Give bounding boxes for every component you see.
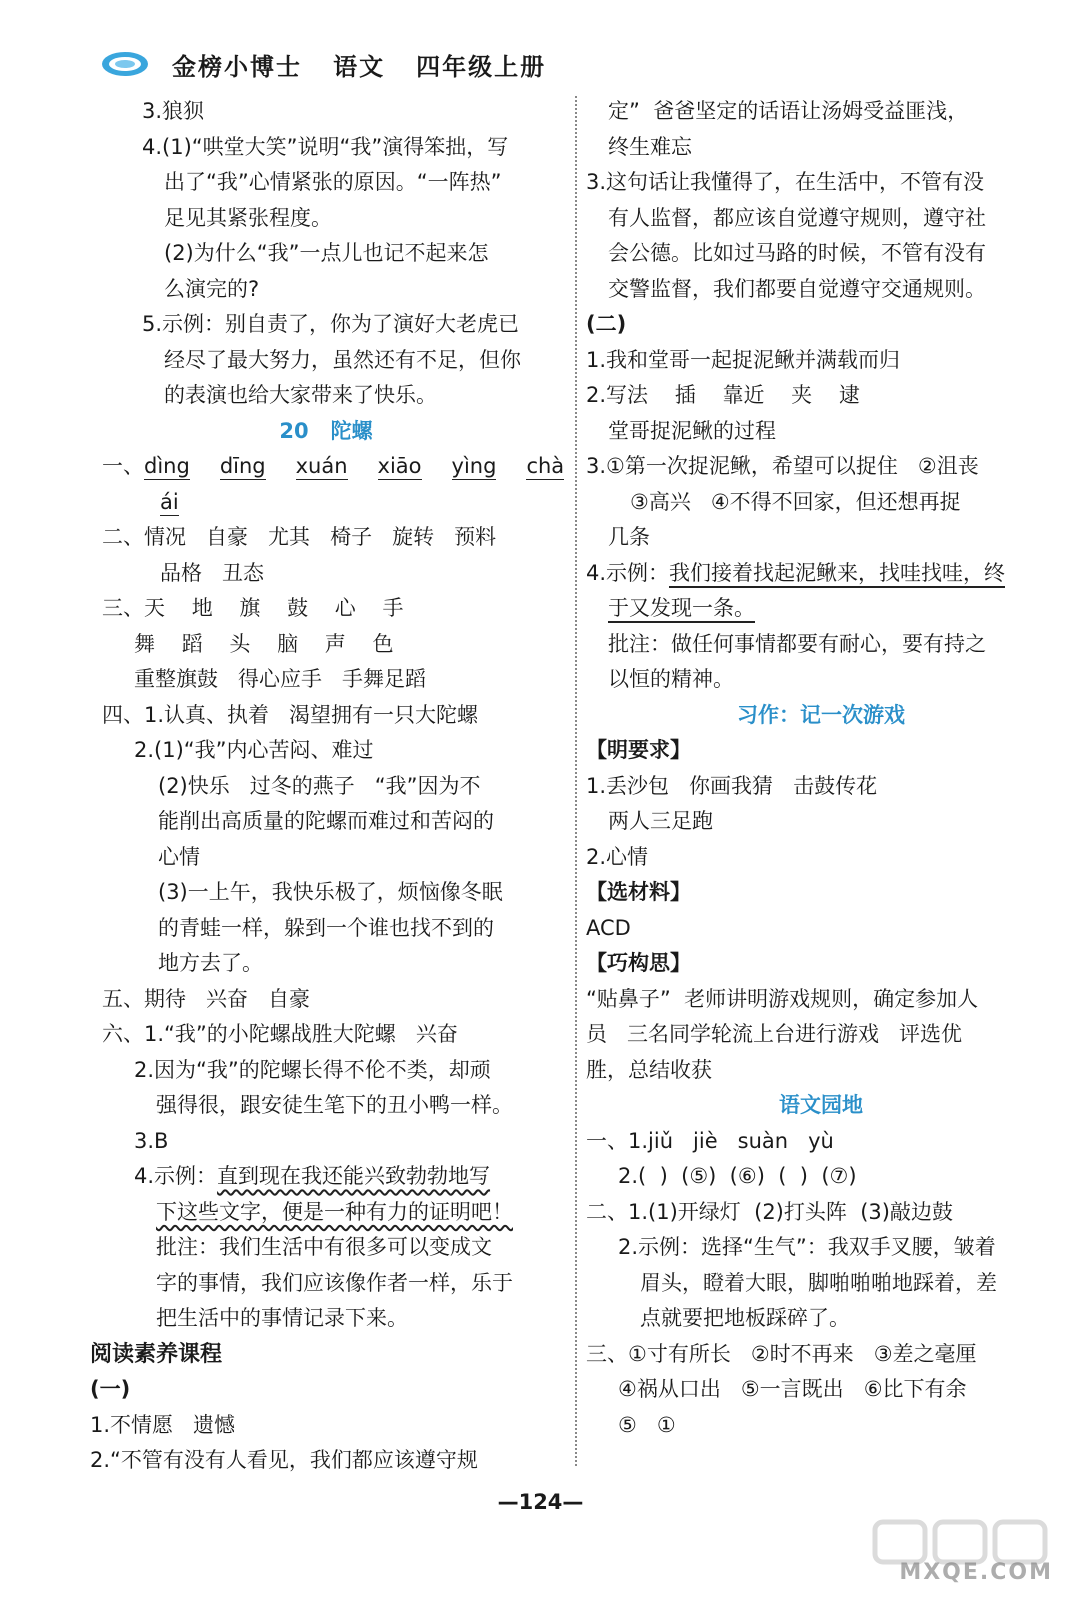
subsection-label: (一): [90, 1377, 131, 1401]
answer-line: ⑤ ①: [618, 1412, 676, 1437]
answer-line: (2)为什么“我”一点儿也记不起来怎: [164, 241, 489, 265]
answer-line: 二、情况 自豪 尤其 椅子 旋转 预料: [102, 525, 497, 549]
example-text: 我们接着找起泥鳅来，找哇找哇，终: [669, 561, 1005, 588]
answer-line: 4.(1)“哄堂大笑”说明“我”演得笨拙，写: [142, 134, 509, 159]
answer-line: 胜，总结收获: [586, 1057, 712, 1082]
answer-line: 2.写法 插 靠近 夹 逮: [586, 383, 860, 407]
example-text: 直到现在我还能兴致勃勃地写: [217, 1164, 491, 1188]
pinyin-answer: dìng: [144, 454, 190, 478]
answer-line: 品格 丑态: [160, 560, 265, 585]
example-text: 于又发现一条。: [608, 596, 755, 623]
reading-course-heading: 阅读素养课程: [90, 1341, 223, 1367]
section-title-writing: 习作：记一次游戏: [737, 702, 905, 727]
answer-line: 地方去了。: [158, 951, 263, 975]
answer-line: [586, 591, 1056, 627]
answer-line: 会公德。比如过马路的时候，不管有没有: [608, 241, 986, 265]
answer-line: 三、天 地 旗 鼓 心 手: [102, 596, 404, 620]
right-column: [586, 94, 1056, 1443]
example-label: 4.示例：: [586, 560, 670, 585]
answer-line: 有人监督，都应该自觉遵守规则，遵守社: [608, 205, 986, 230]
answer-line: 1.不情愿 遗憾: [90, 1412, 236, 1437]
book-logo-icon: [100, 49, 150, 79]
answer-line: 五、期待 兴奋 自豪: [102, 986, 311, 1011]
answer-line: 六、1.“我”的小陀螺战胜大陀螺 兴奋: [102, 1022, 458, 1046]
answer-line: 一、1.jiǔ jiè suàn yù: [586, 1128, 834, 1153]
annotation-line: 字的事情，我们应该像作者一样，乐于: [156, 1270, 513, 1295]
header-title: 金榜小博士 语文 四年级上册: [172, 52, 547, 81]
item-number: 一、: [102, 454, 144, 478]
answer-line: 强得很，跟安徒生笔下的丑小鸭一样。: [156, 1093, 513, 1117]
answer-line: 3.①第一次捉泥鳅，希望可以捉住 ②沮丧: [586, 454, 979, 478]
page-number: —124—: [497, 1490, 584, 1514]
answer-line: 3.B: [134, 1128, 169, 1153]
answer-line: 2.示例：选择“生气”：我双手叉腰，皱着: [618, 1235, 996, 1259]
answer-line: 心情: [158, 844, 200, 869]
answer-line: 3.这句话让我懂得了，在生活中，不管有没: [586, 170, 985, 194]
answer-line: 员 三名同学轮流上台进行游戏 评选优: [586, 1022, 963, 1046]
answer-line: 1.丢沙包 你画我猜 击鼓传花: [586, 773, 878, 798]
example-text: 下这些文字，便是一种有力的证明吧！: [156, 1199, 513, 1224]
subsection-label: 【巧构思】: [586, 951, 691, 975]
subsection-label: 【选材料】: [586, 880, 691, 904]
answer-line: 终生难忘: [608, 134, 692, 159]
annotation-line: 批注：我们生活中有很多可以变成文: [156, 1235, 492, 1259]
answer-line: 经尽了最大努力，虽然还有不足，但你: [164, 347, 521, 372]
page-header: [100, 44, 546, 84]
answer-line: 定” 爸爸坚定的话语让汤姆受益匪浅，: [608, 99, 969, 123]
example-label: 4.示例：: [134, 1164, 218, 1188]
answer-line: 的表演也给大家带来了快乐。: [164, 383, 437, 407]
pinyin-answer: chà: [526, 454, 565, 478]
annotation-line: 以恒的精神。: [608, 667, 734, 691]
column-divider: [575, 96, 577, 1466]
pinyin-row-cont: [86, 485, 566, 521]
answer-line: 3.狼狈: [142, 99, 205, 123]
answer-line: 能削出高质量的陀螺而难过和苦闷的: [158, 809, 494, 833]
answer-line: 2.(1)“我”内心苦闷、难过: [134, 738, 374, 762]
pinyin-answer: yìng: [451, 454, 497, 478]
subsection-label: (二): [586, 312, 627, 336]
left-column: [86, 94, 566, 1479]
answer-line: 2.因为“我”的陀螺长得不伦不类，却顽: [134, 1057, 491, 1082]
answer-line: 2.“不管有没有人看见，我们都应该遵守规: [90, 1448, 478, 1472]
annotation-line: 批注：做任何事情都要有耐心，要有持之: [608, 631, 986, 656]
answer-line: 足见其紧张程度。: [164, 205, 332, 230]
pinyin-answer: xuán: [295, 454, 348, 478]
annotation-line: 把生活中的事情记录下来。: [156, 1306, 408, 1330]
answer-line: 1.我和堂哥一起捉泥鳅并满载而归: [586, 347, 901, 372]
pinyin-answer: dīng: [219, 454, 266, 478]
section-title-20: 20 陀螺: [279, 418, 373, 443]
section-title-garden: 语文园地: [779, 1093, 863, 1117]
answer-line: 的青蛙一样，躲到一个谁也找不到的: [158, 915, 494, 940]
pinyin-answer: xiāo: [377, 454, 422, 478]
answer-line: 堂哥捉泥鳅的过程: [608, 418, 776, 443]
answer-line: 2.心情: [586, 844, 649, 869]
answer-line: 四、1.认真、执着 渴望拥有一只大陀螺: [102, 702, 479, 727]
pinyin-row: [86, 449, 566, 485]
answer-line: 重整旗鼓 得心应手 手舞足蹈: [134, 667, 427, 691]
answer-line: [86, 1159, 566, 1195]
subsection-label: 【明要求】: [586, 738, 691, 762]
answer-line: 舞 蹈 头 脑 声 色: [134, 631, 394, 656]
answer-line: 两人三足跑: [608, 809, 713, 833]
answer-line: ③高兴 ④不得不回家，但还想再捉: [630, 489, 961, 514]
answer-line: ACD: [586, 915, 631, 940]
answer-line: 眉头，瞪着大眼，脚啪啪啪地踩着，差: [640, 1270, 997, 1295]
answer-line: (3)一上午，我快乐极了，烦恼像冬眠: [158, 880, 503, 904]
answer-line: 2.( ) (⑤) (⑥) ( ) (⑦): [618, 1164, 857, 1188]
answer-line: 交警监督，我们都要自觉遵守交通规则。: [608, 276, 986, 301]
answer-line: 几条: [608, 525, 650, 549]
answer-line: [86, 1195, 566, 1231]
answer-line: 二、1.(1)开绿灯 (2)打头阵 (3)敲边鼓: [586, 1199, 953, 1224]
answer-line: ④祸从口出 ⑤一言既出 ⑥比下有余: [618, 1377, 967, 1401]
watermark-text: MXQE.COM: [899, 1560, 1053, 1585]
answer-line: 么演完的?: [164, 276, 260, 301]
answer-line: (2)快乐 过冬的燕子 “我”因为不: [158, 773, 481, 798]
answer-line: 出了“我”心情紧张的原因。“一阵热”: [164, 170, 502, 194]
answer-line: 点就要把地板踩碎了。: [640, 1306, 850, 1330]
answer-line: 5.示例：别自责了，你为了演好大老虎已: [142, 312, 520, 336]
pinyin-answer: ái: [160, 489, 179, 514]
answer-line: [586, 556, 1056, 592]
answer-line: 三、①寸有所长 ②时不再来 ③差之毫厘: [586, 1341, 977, 1366]
answer-line: “贴鼻子” 老师讲明游戏规则，确定参加人: [586, 986, 979, 1011]
